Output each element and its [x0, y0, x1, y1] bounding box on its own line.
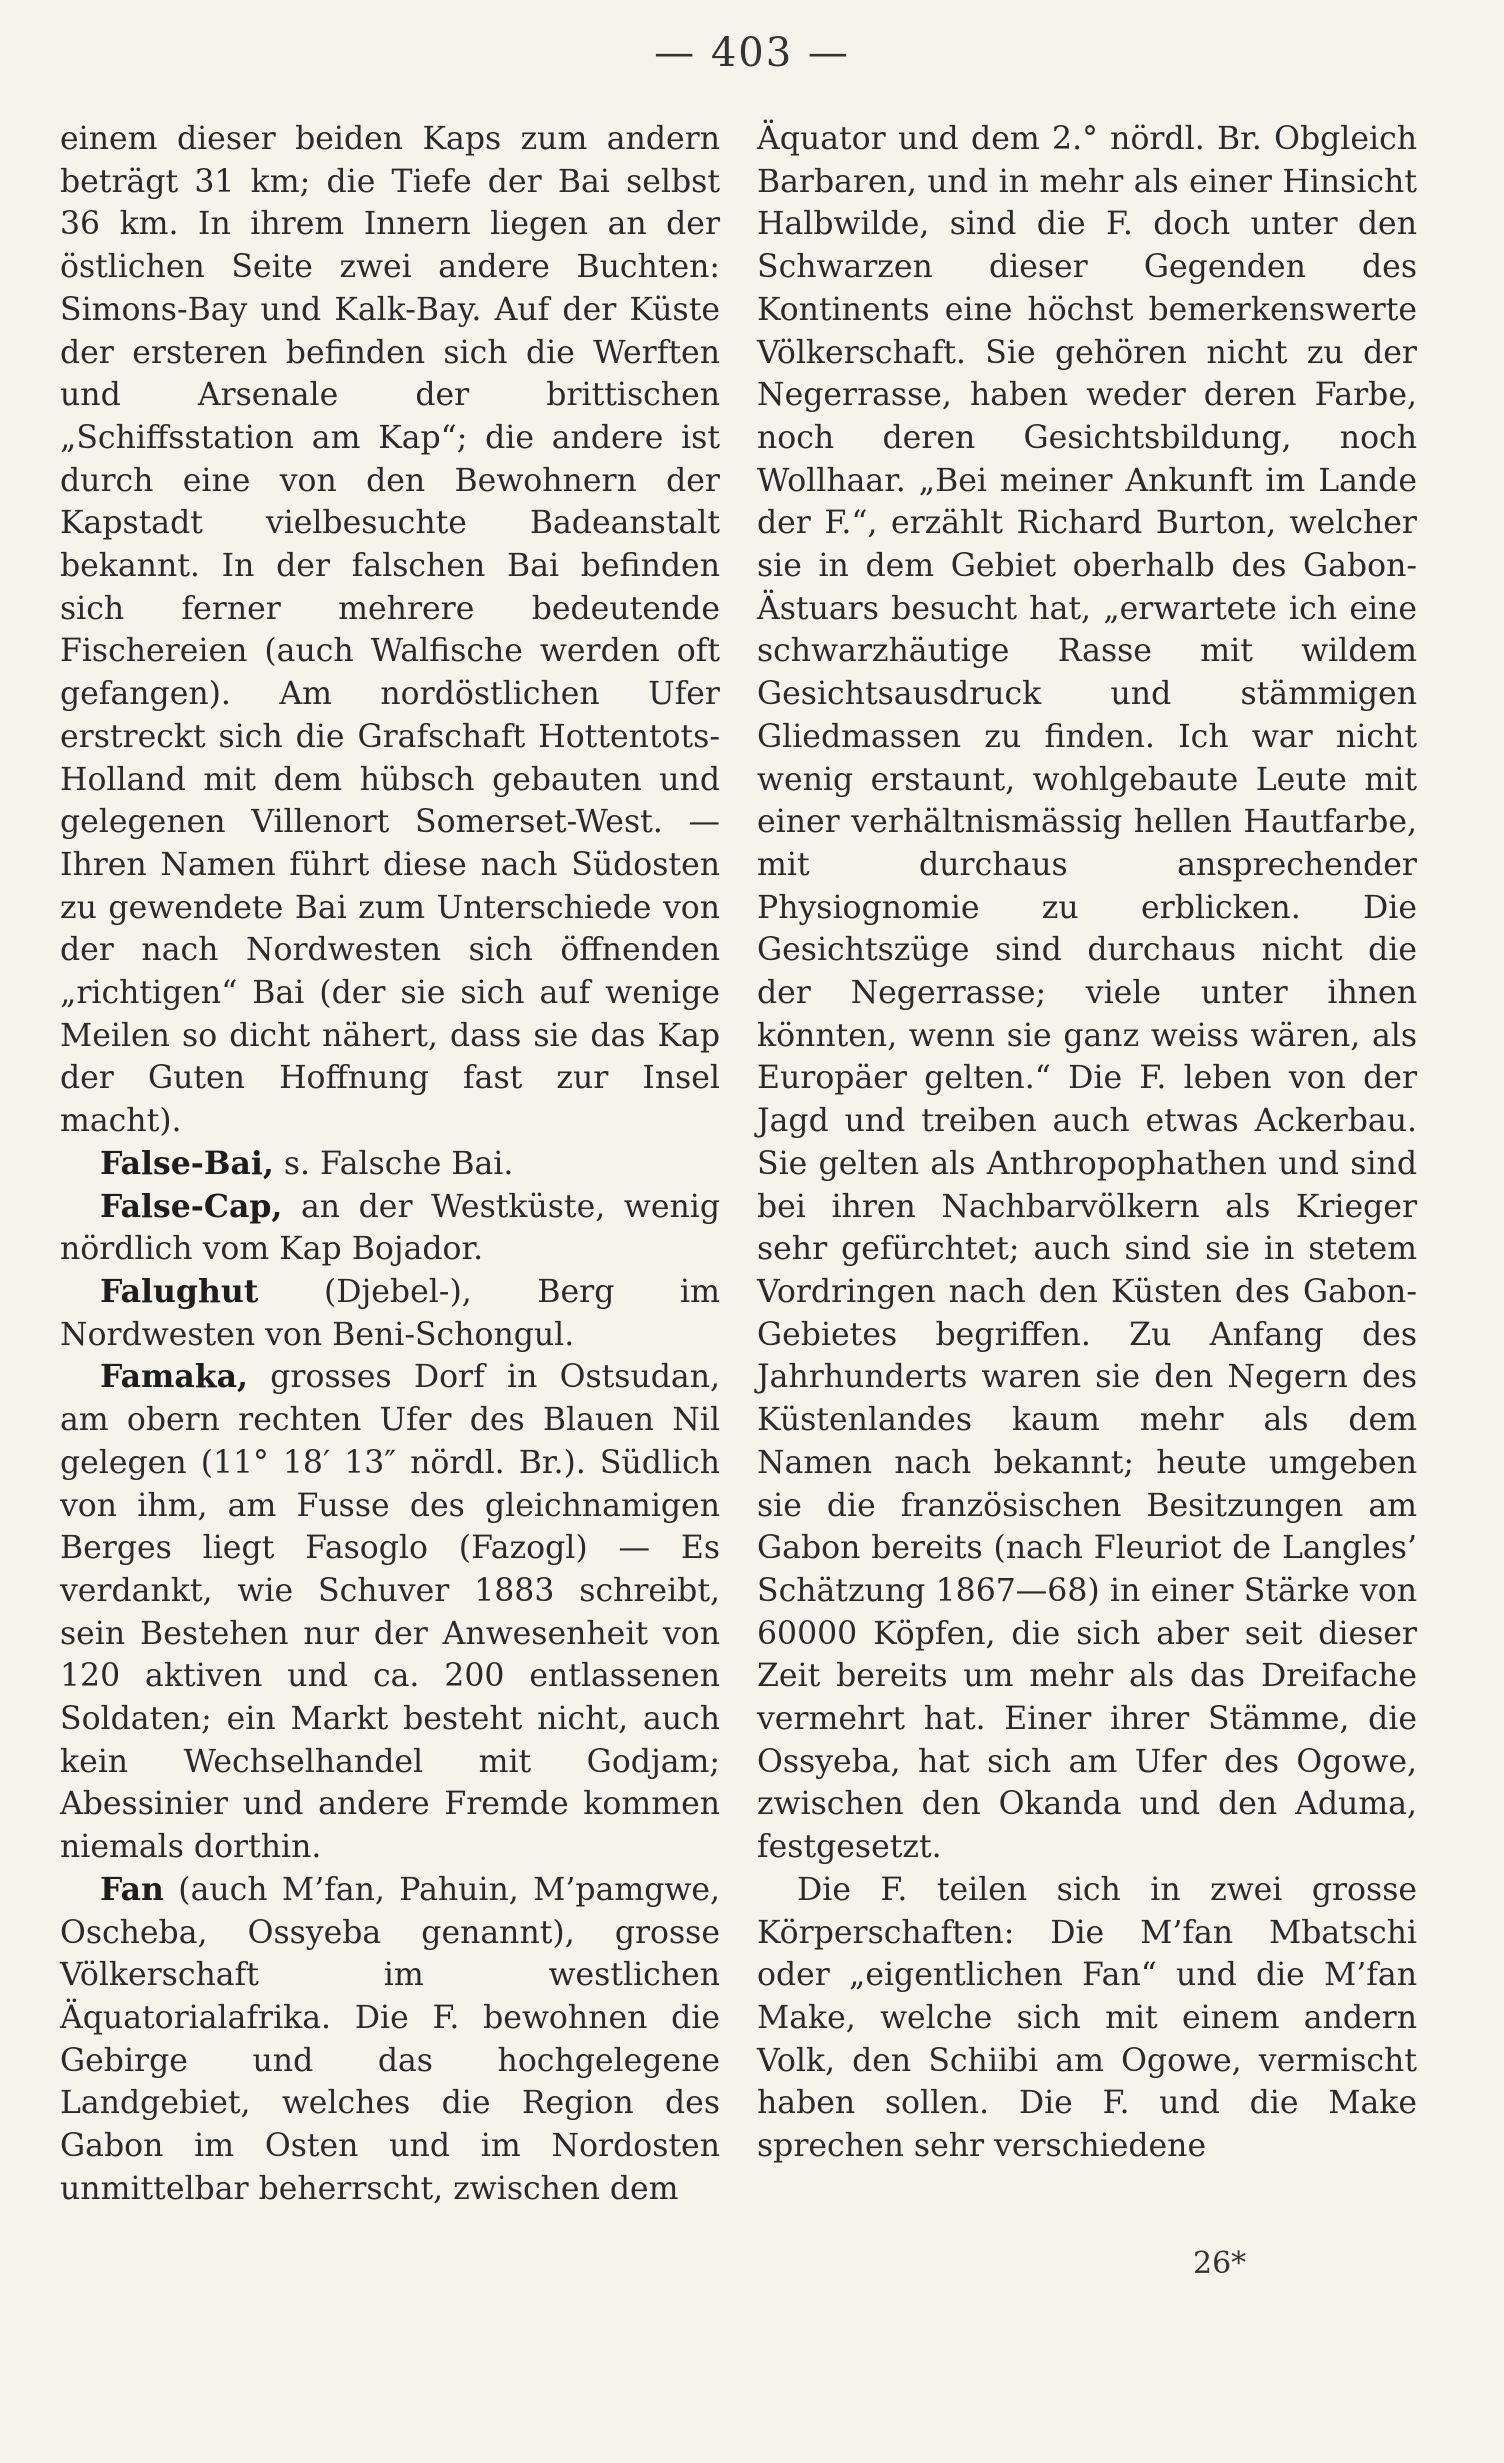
headword-falughut: Falughut — [100, 1272, 259, 1310]
headword-false-cap: False-Cap, — [100, 1187, 283, 1225]
paragraph-fan-continued: Äquator und dem 2.° nördl. Br. Obgleich Barbaren, und in mehr als einer Hinsicht Halbwilde, sind die F. doch unter den Schwarzen dieser Gegenden des Kontinents eine höchst bemerkenswerte Völkerschaft. Sie gehören nicht zu der Negerrasse, haben weder deren Farbe, noch deren Gesichtsbildung, noch Wollhaar. „Bei meiner Ankunft im Lande der F.“, erzählt Richard Burton, welcher sie in dem Gebiet oberhalb des Gabon-Ästuars besucht hat, „erwartete ich eine schwarzhäutige Rasse mit wildem Gesichtsausdruck und stämmigen Gliedmassen zu finden. Ich war nicht wenig erstaunt, wohlgebaute Leute mit einer verhältnismässig hellen Hautfarbe, mit durchaus ansprechender Physiognomie zu erblicken. Die Gesichtszüge sind durchaus nicht die der Negerrasse; viele unter ihnen könnten, wenn sie ganz weiss wären, als Europäer gelten.“ Die F. leben von der Jagd und treiben auch etwas Ackerbau. Sie gelten als Anthropophathen und sind bei ihren Nachbarvölkern als Krieger sehr gefürchtet; auch sind sie in stetem Vordringen nach den Küsten des Gabon-Gebietes begriffen. Zu Anfang des Jahrhunderts waren sie den Negern des Küstenlandes kaum mehr als dem Namen nach bekannt; heute umgeben sie die französischen Besitzungen am Gabon bereits (nach Fleuriot de Langles’ Schätzung 1867—68) in einer Stärke von 60000 Köpfen, die sich aber seit dieser Zeit bereits um mehr als das Dreifache vermehrt hat. Einer ihrer Stämme, die Ossyeba, hat sich am Ufer des Ogowe, zwischen den Okanda und den Aduma, festgesetzt. — [757, 121, 1417, 1866]
headword-fan: Fan — [100, 1870, 164, 1908]
left-column — [60, 118, 720, 2210]
right-column — [757, 118, 1417, 2168]
entry-false-cap-text: an der Westküste, wenig nördlich vom Kap Bojador. — [60, 1188, 720, 1268]
headword-false-bai: False-Bai, — [100, 1144, 274, 1182]
entry-famaka-text: grosses Dorf in Ostsudan, am obern rechten Ufer des Blauen Nil gelegen (11° 18′ 13″ nördl. Br.). Südlich von ihm, am Fusse des gleichnamigen Berges liegt Fasoglo (Fazogl) — Es verdankt, wie Schuver 1883 schreibt, sein Bestehen nur der Anwesenheit von 120 aktiven und ca. 200 entlassenen Soldaten; ein Markt besteht nicht, auch kein Wechselhandel mit Godjam; Abessinier und andere Fremde kommen niemals dorthin. — [60, 1359, 720, 1866]
signature-mark: 26* — [1193, 2246, 1247, 2281]
paragraph-falsche-bai-continued: einem dieser beiden Kaps zum andern beträgt 31 km; die Tiefe der Bai selbst 36 km. In ihrem Innern liegen an der östlichen Seite zwei andere Buchten: Simons-Bay und Kalk-Bay. Auf der Küste der ersteren befinden sich die Werften und Arsenale der brittischen „Schiffsstation am Kap“; die andere ist durch eine von den Bewohnern der Kapstadt vielbesuchte Badeanstalt bekannt. In der falschen Bai befinden sich ferner mehrere bedeutende Fischereien (auch Walfische werden oft gefangen). Am nordöstlichen Ufer erstreckt sich die Grafschaft Hottentots-Holland mit dem hübsch gebauten und gelegenen Villenort Somerset-West. — Ihren Namen führt diese nach Südosten zu gewendete Bai zum Unterschiede von der nach Nordwesten sich öffnenden „richtigen“ Bai (der sie sich auf wenige Meilen so dicht nähert, dass sie das Kap der Guten Hoffnung fast zur Insel macht). — [60, 121, 720, 1140]
entry-false-bai-text: s. Falsche Bai. — [273, 1145, 514, 1182]
entry-false-cap — [60, 1186, 720, 1271]
entry-falughut-text: (Djebel-), Berg im Nordwesten von Beni-Schongul. — [60, 1273, 720, 1353]
entry-fan — [60, 1869, 720, 2211]
paragraph-fan-divisions: Die F. teilen sich in zwei grosse Körperschaften: Die M’fan Mbatschi oder „eigentlichen Fan“ und die M’fan Make, welche sich mit einem andern Volk, den Schiibi am Ogowe, vermischt haben sollen. Die F. und die Make sprechen sehr verschiedene — [757, 1871, 1417, 2165]
entry-falughut — [60, 1271, 720, 1356]
page-number: — 403 — — [654, 30, 850, 76]
entry-false-bai — [60, 1143, 720, 1186]
entry-fan-text: (auch M’fan, Pahuin, M’pamgwe, Oscheba, Ossyeba genannt), grosse Völkerschaft im westlichen Äquatorialafrika. Die F. bewohnen die Gebirge und das hochgelegene Landgebiet, welches die Region des Gabon im Osten und im Nordosten unmittelbar beherrscht, zwischen dem — [60, 1871, 720, 2207]
headword-famaka: Famaka, — [100, 1358, 248, 1396]
entry-famaka — [60, 1356, 720, 1868]
